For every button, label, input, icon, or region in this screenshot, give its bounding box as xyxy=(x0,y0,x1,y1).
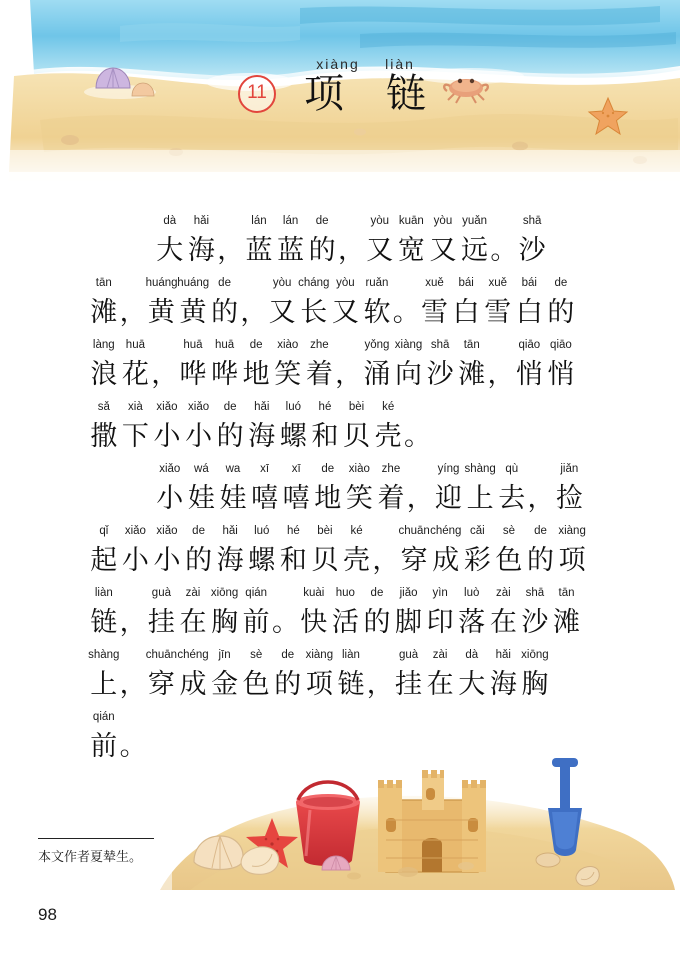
pinyin-syllable: kuài xyxy=(303,587,325,599)
hanzi-char: 沙 xyxy=(521,607,549,637)
hanzi-char: 沙 xyxy=(518,235,546,265)
pinyin-syllable: ké xyxy=(350,525,363,537)
pinyin-syllable: chéng xyxy=(430,525,462,537)
hanzi-char: 雪 xyxy=(484,297,512,327)
hanzi-char: 项 xyxy=(558,545,586,575)
hanzi-char: 下 xyxy=(121,421,149,451)
hanzi-char: 小 xyxy=(153,545,181,575)
pinyin-syllable: jiǎo xyxy=(399,587,418,599)
hanzi-char: 黄 xyxy=(179,297,207,327)
hanzi-char: 贝 xyxy=(311,545,339,575)
hanzi-row xyxy=(88,416,594,458)
hanzi-char: 着 xyxy=(305,359,333,389)
punctuation: 。 xyxy=(271,607,299,637)
pinyin-syllable: de xyxy=(534,525,547,537)
pinyin-syllable: kuān xyxy=(398,215,424,227)
pinyin-syllable: xiǎo xyxy=(159,463,181,475)
hanzi-char: 的 xyxy=(185,545,213,575)
footnote-divider xyxy=(38,838,154,839)
pinyin-syllable: xiǎo xyxy=(124,525,146,537)
hanzi-char: 成 xyxy=(432,545,460,575)
lesson-title-block xyxy=(0,56,680,114)
pinyin-syllable: xiào xyxy=(348,463,370,475)
hanzi-row xyxy=(88,602,594,644)
punctuation: ， xyxy=(366,669,394,699)
hanzi-char: 滩 xyxy=(458,359,486,389)
pinyin-syllable: ké xyxy=(382,401,395,413)
hanzi-char: 海 xyxy=(187,235,215,265)
hanzi-char: 沙 xyxy=(426,359,454,389)
punctuation: ， xyxy=(119,669,147,699)
pinyin-syllable: hǎi xyxy=(495,649,511,661)
pinyin-syllable: chuān xyxy=(145,649,178,661)
pinyin-syllable: bèi xyxy=(348,401,365,413)
pinyin-row xyxy=(88,708,594,726)
pinyin-row xyxy=(88,212,594,230)
hanzi-char: 长 xyxy=(300,297,328,327)
pinyin-syllable: qián xyxy=(92,711,115,723)
hanzi-char: 哗 xyxy=(179,359,207,389)
pinyin-syllable: luò xyxy=(464,587,480,599)
hanzi-row xyxy=(88,230,594,272)
hanzi-char: 快 xyxy=(300,607,328,637)
pinyin-row xyxy=(88,646,594,664)
hanzi-char: 链 xyxy=(90,607,118,637)
hanzi-row xyxy=(88,726,594,768)
hanzi-char: 白 xyxy=(452,297,480,327)
title-text-group xyxy=(296,56,442,114)
hanzi-row xyxy=(88,664,594,706)
hanzi-char: 的 xyxy=(363,607,391,637)
hanzi-char: 在 xyxy=(179,607,207,637)
pinyin-syllable: qù xyxy=(505,463,519,475)
hanzi-char: 和 xyxy=(279,545,307,575)
text-line xyxy=(88,274,594,336)
pinyin-syllable: yòu xyxy=(370,215,390,227)
hanzi-char: 去 xyxy=(498,483,526,513)
hanzi-char: 向 xyxy=(395,359,423,389)
hanzi-row xyxy=(88,478,594,520)
hanzi-char: 滩 xyxy=(90,297,118,327)
hanzi-char: 又 xyxy=(429,235,457,265)
hanzi-char: 嘻 xyxy=(282,483,310,513)
hanzi-char: 壳 xyxy=(343,545,371,575)
pinyin-syllable: tān xyxy=(463,339,480,351)
pinyin-syllable: jīn xyxy=(218,649,231,661)
page-number: 98 xyxy=(38,905,57,924)
hanzi-char: 滩 xyxy=(553,607,581,637)
shovel-icon xyxy=(548,758,582,856)
pinyin-syllable: shā xyxy=(430,339,450,351)
pinyin-syllable: huā xyxy=(125,339,145,351)
pinyin-syllable: zhe xyxy=(310,339,329,351)
pinyin-syllable: xiǎo xyxy=(188,401,210,413)
small-shell-icon-2 xyxy=(536,853,560,867)
pinyin-syllable: wa xyxy=(225,463,241,475)
pinyin-syllable: guà xyxy=(151,587,171,599)
hanzi-char: 捡 xyxy=(555,483,583,513)
hanzi-char: 悄 xyxy=(515,359,543,389)
pinyin-syllable: yuǎn xyxy=(462,215,488,227)
pinyin-row xyxy=(88,274,594,292)
pinyin-syllable: huā xyxy=(214,339,235,351)
punctuation: ， xyxy=(527,483,555,513)
hanzi-char: 撒 xyxy=(90,421,118,451)
hanzi-char: 宽 xyxy=(397,235,425,265)
hanzi-char: 链 xyxy=(337,669,365,699)
pinyin-syllable: luó xyxy=(254,525,270,537)
hanzi-char: 着 xyxy=(377,483,405,513)
pinyin-syllable: xiōng xyxy=(521,649,549,661)
hanzi-char: 悄 xyxy=(547,359,575,389)
hanzi-char: 前 xyxy=(242,607,270,637)
pinyin-row xyxy=(88,460,594,478)
title-pinyin-1: xiàng xyxy=(316,56,360,72)
hanzi-char: 迎 xyxy=(435,483,463,513)
pinyin-syllable: zài xyxy=(432,649,448,661)
pinyin-syllable: shā xyxy=(522,215,542,227)
hanzi-char: 成 xyxy=(179,669,207,699)
hanzi-char: 脚 xyxy=(395,607,423,637)
punctuation: ， xyxy=(217,235,245,265)
pinyin-syllable: liàn xyxy=(94,587,113,599)
page-title: 项 链 xyxy=(304,71,442,116)
hanzi-char: 穿 xyxy=(147,669,175,699)
pinyin-syllable: zài xyxy=(495,587,511,599)
pinyin-row xyxy=(88,522,594,540)
punctuation: 。 xyxy=(119,731,147,761)
pinyin-syllable: hǎi xyxy=(193,215,210,227)
pinyin-syllable: qǐ xyxy=(99,525,109,537)
hanzi-char: 大 xyxy=(156,235,184,265)
hanzi-char: 黄 xyxy=(147,297,175,327)
text-line xyxy=(88,212,594,274)
text-line xyxy=(88,646,594,708)
hanzi-char: 娃 xyxy=(187,483,215,513)
hanzi-char: 的 xyxy=(308,235,336,265)
pinyin-syllable: de xyxy=(554,277,568,289)
pinyin-syllable: huáng xyxy=(177,277,210,289)
pinyin-syllable: qiāo xyxy=(518,339,541,351)
hanzi-char: 笑 xyxy=(345,483,373,513)
hanzi-char: 软 xyxy=(363,297,391,327)
hanzi-char: 色 xyxy=(242,669,270,699)
pinyin-syllable: bái xyxy=(521,277,537,289)
hanzi-char: 嘻 xyxy=(251,483,279,513)
hanzi-char: 涌 xyxy=(363,359,391,389)
hanzi-row xyxy=(88,354,594,396)
hanzi-char: 小 xyxy=(153,421,181,451)
title-pinyin xyxy=(296,56,442,72)
hanzi-char: 海 xyxy=(489,669,517,699)
punctuation: ， xyxy=(119,297,147,327)
hanzi-char: 蓝 xyxy=(245,235,273,265)
footnote-text: 本文作者夏辇生。 xyxy=(38,849,143,864)
pinyin-syllable: xī xyxy=(291,463,301,475)
pinyin-syllable: qiāo xyxy=(550,339,572,351)
hanzi-char: 活 xyxy=(331,607,359,637)
pinyin-syllable: shā xyxy=(525,587,545,599)
hanzi-char: 远 xyxy=(461,235,489,265)
pinyin-row xyxy=(88,398,594,416)
pinyin-syllable: xuě xyxy=(425,277,444,289)
hanzi-char: 起 xyxy=(90,545,118,575)
pinyin-syllable: dà xyxy=(163,215,177,227)
pinyin-syllable: xiàng xyxy=(305,649,334,661)
title-pinyin-2: liàn xyxy=(385,56,415,72)
hanzi-char: 花 xyxy=(121,359,149,389)
pinyin-syllable: chéng xyxy=(177,649,209,661)
hanzi-char: 挂 xyxy=(395,669,423,699)
pinyin-syllable: wá xyxy=(194,463,209,475)
hanzi-char: 在 xyxy=(426,669,454,699)
pinyin-syllable: bèi xyxy=(317,525,333,537)
hanzi-char: 挂 xyxy=(147,607,175,637)
pinyin-syllable: làng xyxy=(92,339,115,351)
hanzi-char: 地 xyxy=(314,483,342,513)
pinyin-syllable: dà xyxy=(465,649,479,661)
pinyin-syllable: lán xyxy=(251,215,267,227)
pinyin-syllable: sǎ xyxy=(97,401,110,413)
pinyin-syllable: lán xyxy=(282,215,299,227)
hanzi-char: 彩 xyxy=(463,545,491,575)
hanzi-char: 小 xyxy=(185,421,213,451)
footnote xyxy=(38,838,338,865)
hanzi-char: 印 xyxy=(426,607,454,637)
pinyin-syllable: yǒng xyxy=(364,339,390,351)
pinyin-syllable: xuě xyxy=(488,277,507,289)
hanzi-char: 蓝 xyxy=(277,235,305,265)
hanzi-char: 胸 xyxy=(521,669,549,699)
pinyin-syllable: chuān xyxy=(398,525,430,537)
lesson-body-text xyxy=(88,212,594,770)
text-line xyxy=(88,584,594,646)
pinyin-syllable: xiǎo xyxy=(156,401,178,413)
pinyin-syllable: de xyxy=(223,401,237,413)
pinyin-syllable: zài xyxy=(185,587,201,599)
pinyin-syllable: jiǎn xyxy=(560,463,579,475)
pinyin-syllable: de xyxy=(321,463,335,475)
pinyin-syllable: huā xyxy=(183,339,203,351)
hanzi-char: 的 xyxy=(527,545,555,575)
hanzi-char: 前 xyxy=(90,731,118,761)
pinyin-syllable: liàn xyxy=(342,649,360,661)
text-line xyxy=(88,336,594,398)
pinyin-syllable: de xyxy=(370,587,384,599)
pinyin-syllable: cǎi xyxy=(469,525,485,537)
hanzi-char: 大 xyxy=(458,669,486,699)
pinyin-row xyxy=(88,584,594,602)
pinyin-syllable: huo xyxy=(335,587,355,599)
pinyin-syllable: de xyxy=(315,215,329,227)
pinyin-syllable: xiào xyxy=(277,339,299,351)
hanzi-char: 海 xyxy=(216,545,244,575)
hanzi-char: 海 xyxy=(248,421,276,451)
punctuation: 。 xyxy=(490,235,518,265)
text-line xyxy=(88,460,594,522)
pinyin-syllable: qián xyxy=(245,587,268,599)
pinyin-syllable: yòu xyxy=(336,277,355,289)
hanzi-char: 白 xyxy=(515,297,543,327)
hanzi-char: 小 xyxy=(121,545,149,575)
hanzi-char: 娃 xyxy=(219,483,247,513)
hanzi-char: 的 xyxy=(274,669,302,699)
sandcastle-icon xyxy=(378,770,486,872)
hanzi-char: 在 xyxy=(489,607,517,637)
pinyin-row xyxy=(88,336,594,354)
pinyin-syllable: de xyxy=(192,525,205,537)
hanzi-char: 螺 xyxy=(279,421,307,451)
hanzi-char: 浪 xyxy=(90,359,118,389)
punctuation: ， xyxy=(151,359,179,389)
pinyin-syllable: yìn xyxy=(432,587,448,599)
hanzi-char: 的 xyxy=(211,297,239,327)
punctuation: ， xyxy=(487,359,515,389)
pinyin-syllable: hǎi xyxy=(254,401,270,413)
hanzi-char: 落 xyxy=(458,607,486,637)
pinyin-syllable: yíng xyxy=(437,463,460,475)
pinyin-syllable: shàng xyxy=(464,463,496,475)
hanzi-char: 又 xyxy=(331,297,359,327)
pinyin-syllable: tān xyxy=(558,587,575,599)
hanzi-char: 的 xyxy=(547,297,575,327)
punctuation: ， xyxy=(240,297,268,327)
hanzi-char: 金 xyxy=(211,669,239,699)
hanzi-char: 贝 xyxy=(343,421,371,451)
pinyin-syllable: de xyxy=(249,339,263,351)
pinyin-syllable: xī xyxy=(260,463,270,475)
pinyin-syllable: de xyxy=(218,277,231,289)
hanzi-char: 的 xyxy=(216,421,244,451)
hanzi-char: 项 xyxy=(305,669,333,699)
hanzi-char: 色 xyxy=(495,545,523,575)
hanzi-char: 又 xyxy=(268,297,296,327)
hanzi-char: 上 xyxy=(466,483,494,513)
lesson-number-badge: 11 xyxy=(238,75,276,113)
hanzi-char: 胸 xyxy=(211,607,239,637)
hanzi-char: 壳 xyxy=(374,421,402,451)
pinyin-syllable: xià xyxy=(128,401,143,413)
pinyin-syllable: shàng xyxy=(88,649,120,661)
pinyin-syllable: xiōng xyxy=(210,587,239,599)
punctuation: ， xyxy=(119,607,147,637)
hanzi-char: 穿 xyxy=(400,545,428,575)
pinyin-syllable: yòu xyxy=(272,277,292,289)
pinyin-syllable: sè xyxy=(502,525,515,537)
punctuation: 。 xyxy=(392,297,420,327)
hanzi-char: 哗 xyxy=(211,359,239,389)
pinyin-syllable: bái xyxy=(458,277,474,289)
hanzi-char: 螺 xyxy=(248,545,276,575)
text-line xyxy=(88,708,594,770)
punctuation: ， xyxy=(406,483,434,513)
pinyin-syllable: luó xyxy=(285,401,302,413)
pinyin-syllable: xiǎo xyxy=(156,525,178,537)
hanzi-char: 上 xyxy=(90,669,118,699)
punctuation: ， xyxy=(337,235,365,265)
pinyin-syllable: hé xyxy=(286,525,300,537)
pinyin-syllable: xiàng xyxy=(394,339,423,351)
hanzi-char: 又 xyxy=(366,235,394,265)
pinyin-syllable: zhe xyxy=(381,463,401,475)
hanzi-char: 地 xyxy=(242,359,270,389)
pinyin-syllable: yòu xyxy=(433,215,453,227)
text-line xyxy=(88,522,594,584)
hanzi-row xyxy=(88,292,594,334)
pinyin-syllable: ruǎn xyxy=(365,277,389,289)
punctuation: 。 xyxy=(403,421,431,451)
pinyin-syllable: hé xyxy=(318,401,332,413)
pinyin-syllable: hǎi xyxy=(222,525,238,537)
hanzi-char: 小 xyxy=(156,483,184,513)
hanzi-char: 笑 xyxy=(274,359,302,389)
pinyin-syllable: de xyxy=(281,649,295,661)
pinyin-syllable: huáng xyxy=(145,277,178,289)
hanzi-char: 和 xyxy=(311,421,339,451)
pinyin-syllable: guà xyxy=(398,649,419,661)
hanzi-row xyxy=(88,540,594,582)
pinyin-syllable: cháng xyxy=(298,277,330,289)
pinyin-syllable: xiàng xyxy=(558,525,586,537)
text-line xyxy=(88,398,594,460)
hanzi-char: 雪 xyxy=(421,297,449,327)
pinyin-syllable: sè xyxy=(250,649,263,661)
pinyin-syllable: tān xyxy=(95,277,112,289)
punctuation: ， xyxy=(372,545,400,575)
punctuation: ， xyxy=(335,359,363,389)
